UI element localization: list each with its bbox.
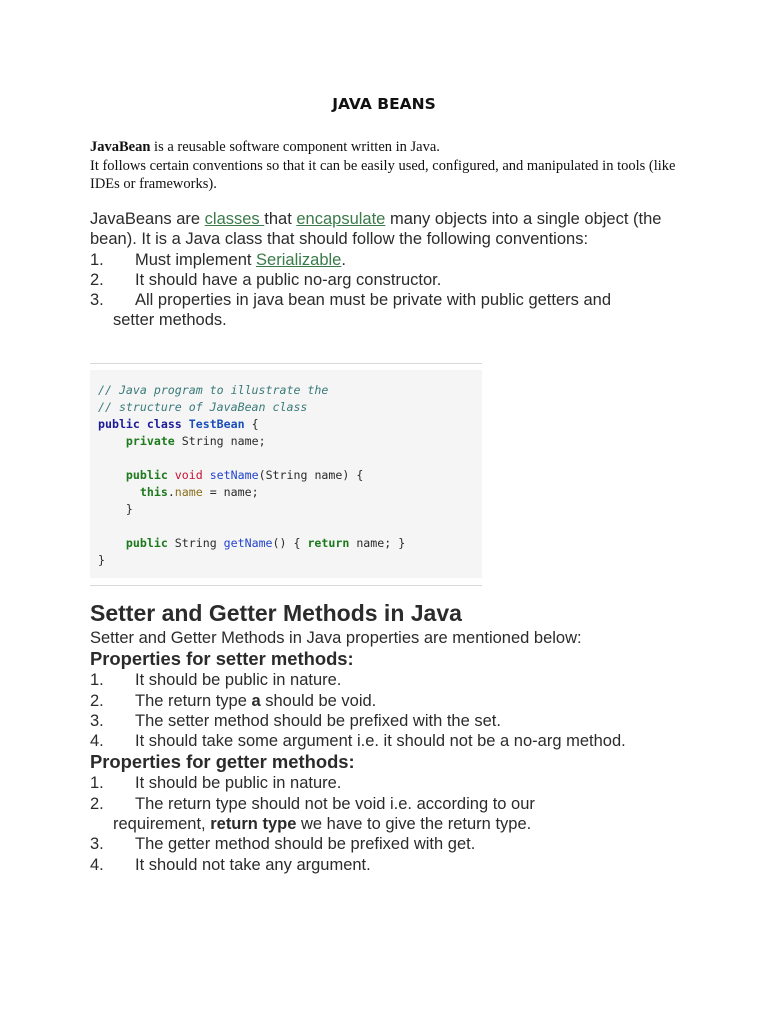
list-number: 1. — [90, 671, 104, 690]
code-comment: // Java program to illustrate the — [98, 383, 329, 397]
list-item — [90, 670, 710, 690]
setter-list — [90, 670, 710, 751]
code-keyword: class — [146, 417, 182, 431]
intro-line-1-text: is a reusable software component written in Java. — [150, 139, 440, 155]
list-item-continuation: setter methods. — [113, 311, 227, 330]
lead-text-1: JavaBeans are — [90, 210, 205, 228]
list-number: 3. — [90, 835, 104, 854]
list-number: 4. — [90, 855, 104, 874]
intro-line-2: It follows certain conventions so that it can be easily used, configured, and manipulated in tools (like IDEs or frameworks). — [90, 157, 676, 192]
list-item — [90, 250, 690, 270]
list-item — [90, 855, 710, 875]
code-keyword: return — [307, 536, 350, 550]
getter-heading: Properties for getter methods: — [90, 751, 355, 773]
list-item-text: It should have a public no-arg constructor. — [135, 270, 442, 289]
list-item — [90, 290, 690, 331]
list-item — [90, 691, 710, 711]
encapsulate-link[interactable]: encapsulate — [296, 210, 386, 228]
list-item-continuation — [113, 814, 710, 834]
code-keyword: private — [125, 434, 175, 448]
list-item-text: . — [341, 250, 346, 269]
list-item — [90, 711, 710, 731]
code-function: setName — [209, 468, 259, 482]
list-item-text: It should be public in nature. — [135, 774, 342, 793]
code-identifier: name — [314, 468, 343, 482]
page-title: JAVA BEANS — [332, 95, 436, 113]
list-number: 1. — [90, 774, 104, 793]
list-item-text: The getter method should be prefixed with get. — [135, 835, 476, 854]
list-item — [90, 270, 690, 290]
code-class-name: TestBean — [188, 417, 245, 431]
list-item-bold: return type — [210, 815, 297, 834]
code-comment: // structure of JavaBean class — [98, 400, 308, 414]
list-item-text: should be void. — [260, 691, 377, 710]
list-item — [90, 773, 710, 793]
lead-paragraph — [90, 209, 690, 250]
list-number: 2. — [90, 794, 104, 813]
code-identifier: name — [230, 434, 259, 448]
code-type: String — [174, 536, 217, 550]
code-keyword: void — [174, 468, 203, 482]
code-type: String — [181, 434, 224, 448]
intro-line-1 — [90, 138, 690, 157]
getter-setter-section — [90, 598, 710, 875]
code-listing: // Java program to illustrate the // structure of JavaBean class public class TestBean { private String name; public void setName(String name) { this.name = name; } public String getName() { return name; } } — [98, 383, 406, 567]
list-item-bold: a — [251, 691, 261, 710]
list-number: 2. — [90, 691, 104, 710]
conventions-list — [90, 250, 690, 331]
code-keyword: public — [125, 536, 168, 550]
code-identifier: name — [223, 485, 252, 499]
code-keyword: this — [139, 485, 168, 499]
list-number: 3. — [90, 711, 104, 730]
list-item-text: It should not take any argument. — [135, 855, 371, 874]
conventions-block — [90, 209, 690, 331]
code-keyword: public — [98, 417, 140, 431]
code-keyword: public — [125, 468, 168, 482]
list-number: 2. — [90, 270, 104, 289]
code-background — [90, 370, 482, 578]
code-block — [90, 363, 482, 586]
serializable-link[interactable]: Serializable — [256, 250, 342, 269]
list-number: 3. — [90, 291, 104, 310]
list-item-text: The return type — [135, 691, 252, 710]
getter-list — [90, 773, 710, 874]
section-heading: Setter and Getter Methods in Java — [90, 600, 462, 626]
classes-link[interactable]: classes — [204, 210, 265, 228]
term-javabean: JavaBean — [90, 139, 151, 155]
list-item-text: The return type should not be void i.e. according to our — [135, 794, 535, 813]
lead-text-2: that — [264, 210, 297, 228]
list-item-text: The setter method should be prefixed with the set. — [135, 711, 501, 730]
setter-heading: Properties for setter methods: — [90, 648, 354, 670]
section-intro: Setter and Getter Methods in Java properties are mentioned below: — [90, 629, 582, 647]
list-item-text: It should be public in nature. — [135, 671, 342, 690]
list-item-text: All properties in java bean must be private with public getters and — [135, 291, 612, 310]
list-item-text: It should take some argument i.e. it should not be a no-arg method. — [135, 732, 626, 751]
code-field: name — [174, 485, 203, 499]
list-number: 1. — [90, 250, 104, 269]
list-item-text: requirement, — [113, 815, 211, 834]
code-identifier: name — [356, 536, 385, 550]
lead-text-3: many objects into a single object (the bean). It is a Java class that should follow the following conventions: — [90, 210, 662, 249]
intro-paragraph — [90, 138, 690, 194]
code-type: String — [265, 468, 308, 482]
list-number: 4. — [90, 732, 104, 751]
list-item-text: Must implement — [135, 250, 257, 269]
list-item — [90, 794, 710, 835]
list-item — [90, 834, 710, 854]
list-item-text: we have to give the return type. — [296, 815, 532, 834]
list-item — [90, 731, 710, 751]
code-function: getName — [223, 536, 273, 550]
